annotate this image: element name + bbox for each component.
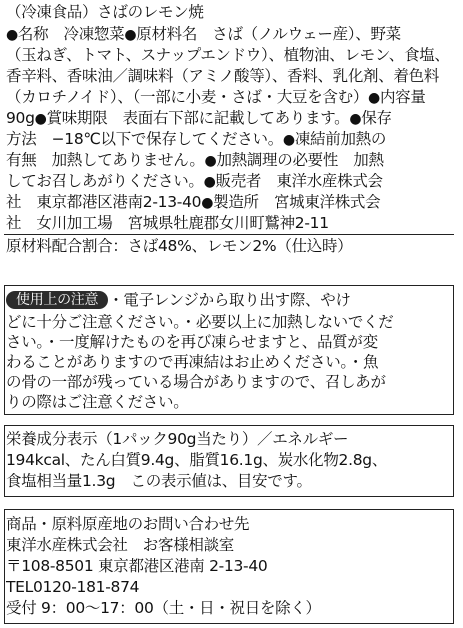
label-text: 方法 −18℃以下で保存してください。 — [6, 130, 283, 148]
label-text: 香辛料、香味油／調味料（アミノ酸等）、香料、乳化剤、着色料 — [6, 67, 440, 85]
label-text: 社 東京都港区港南2-13-40 — [6, 193, 202, 211]
product-title: （冷凍食品）さばのレモン焼 — [6, 3, 204, 21]
bullet-mark: ● — [34, 111, 47, 127]
bullet-mark: ● — [204, 153, 217, 169]
caution-line: さい。・一度解けたものを再び凍らせますと、品質が変 — [6, 333, 378, 351]
contact-line: 〒108-8501 東京都港区港南 2-13-40 — [6, 557, 268, 575]
label-text: 加熱調理の必要性 加熱 — [216, 151, 384, 169]
caution-first-line — [6, 290, 351, 310]
label-text: 販売者 東洋水産株式会 — [215, 172, 383, 190]
caution-line: りの際はご注意ください。 — [6, 393, 189, 411]
bullet-mark: ● — [124, 27, 137, 43]
label-text: 製造所 宮城東洋株式会 — [213, 193, 381, 211]
label-text: 90g — [6, 109, 35, 127]
label-line — [6, 171, 383, 192]
label-line — [6, 150, 384, 171]
bullet-mark: ● — [201, 195, 214, 211]
caution-line: の骨の一部が残っている場合がありますので、召しあが — [6, 373, 386, 391]
label-text: 凍結前加熱の — [294, 130, 387, 148]
label-line — [6, 108, 392, 129]
caution-badge: 使用上の注意 — [6, 291, 108, 309]
bullet-mark: ● — [368, 90, 380, 106]
label-line — [6, 66, 439, 86]
label-text: 内容量 — [379, 88, 426, 106]
divider-rule — [4, 234, 454, 235]
label-text: 賞味期限 表面右下部に記載してあります。 — [46, 109, 350, 127]
label-line — [6, 213, 329, 233]
nutrition-line: 食塩相当量1.3g この表示値は、目安です。 — [6, 472, 312, 490]
label-text: 保存 — [361, 109, 392, 127]
label-text: （玉ねぎ、トマト、スナップエンドウ）、植物油、レモン、食塩、 — [6, 46, 450, 64]
bullet-mark: ● — [6, 27, 18, 43]
label-text: 有無 加熱してありません。 — [6, 151, 205, 169]
label-line — [6, 45, 450, 65]
nutrition-line: 栄養成分表示（1パック90g当たり）／エネルギー — [6, 430, 349, 448]
label-line — [6, 129, 386, 150]
nutrition-line: 194kcal、たん白質9.4g、脂質16.1g、炭水化物2.8g、 — [6, 451, 388, 469]
caution-line: どに十分ご注意ください。・必要以上に加熱しないでくだ — [6, 313, 394, 331]
label-text: してお召しあがりください。 — [6, 172, 204, 190]
bullet-mark: ● — [203, 174, 216, 190]
caution-line: わることがありますので再凍結はお止めください。・魚 — [6, 353, 379, 371]
contact-line: 商品・原料原産地のお問い合わせ先 — [6, 515, 250, 533]
label-text: 社 女川加工場 宮城県牡鹿郡女川町鷲神2-11 — [6, 214, 329, 232]
contact-line: 東洋水産株式会社 お客様相談室 — [6, 536, 235, 554]
label-text: 名称 冷凍惣菜 — [17, 25, 125, 43]
label-line — [6, 87, 426, 108]
contact-line: TEL0120-181-874 — [6, 578, 140, 596]
caution-line: ・電子レンジから取り出す際、やけ — [108, 291, 351, 309]
ingredient-ratio: 原材料配合割合：さば48%、レモン2%（仕込時） — [6, 237, 353, 255]
contact-line: 受付 9：00〜17：00（土・日・祝日を除く） — [6, 599, 321, 617]
label-text: （カロチノイド）、（一部に小麦・さば・大豆を含む） — [6, 88, 369, 106]
bullet-mark: ● — [282, 132, 295, 148]
label-line — [6, 192, 380, 213]
label-text: 原材料名 さば（ノルウェー産）、野菜 — [136, 25, 401, 43]
label-line — [6, 24, 401, 45]
bullet-mark: ● — [349, 111, 362, 127]
